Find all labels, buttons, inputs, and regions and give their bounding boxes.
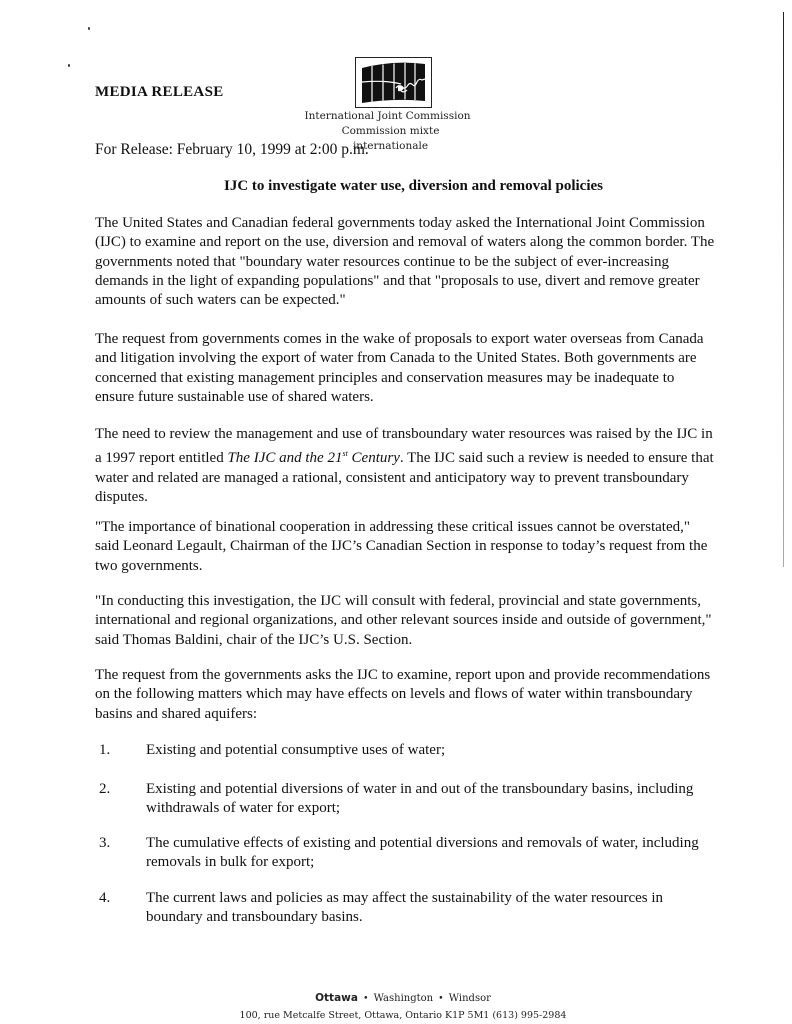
scan-speck	[88, 27, 90, 30]
paragraph-6	[95, 666, 715, 724]
paragraph-text: "In conducting this investigation, the IJC will consult with federal, provincial and state governments, international and regional organizations, and other relevant sources inside and outside of government," said Thomas Baldini, chair of the IJC’s U.S. Section.	[95, 593, 712, 648]
report-title-text: The IJC and the 21	[227, 450, 343, 467]
paragraph-1	[95, 214, 715, 310]
list-item-number: 3.	[99, 835, 111, 851]
paragraph-text: The United States and Canadian federal governments today asked the International Joint Commission (IJC) to examine and report on the use, diversion and removal of waters along the common border. The governments noted that "boundary water resources continue to be the subject of ever-increasing demands in the light of expanding populations" and that "proposals to use, divert and remove greater amounts of such waters can be expected."	[95, 215, 715, 309]
city-washington: Washington	[373, 993, 434, 1004]
bullet-separator-icon: •	[438, 994, 444, 1004]
headline	[0, 178, 792, 195]
list-item-number: 2.	[99, 781, 111, 797]
headline-text: IJC to investigate water use, diversion and removal policies	[223, 178, 603, 194]
report-title-superscript: st	[342, 449, 348, 459]
paragraph-5-quote-baldini	[95, 592, 715, 650]
paragraph-text-before: The need to review the management and use of transboundary water resources was raised by the IJC in a 1997 report entitled	[95, 426, 713, 467]
paragraph-text	[95, 425, 715, 507]
paragraph-text: "The importance of binational cooperation in addressing these critical issues cannot be overstated," said Leonard Legault, Chairman of the IJC’s Canadian Section in response to today’s request from the two governments.	[95, 519, 708, 574]
bullet-separator-icon: •	[363, 994, 369, 1004]
list-item-text: The cumulative effects of existing and potential diversions and removals of water, including removals in bulk for export;	[146, 835, 699, 871]
footer	[0, 992, 792, 1022]
paragraph-text-after: . The IJC said such a review is needed to ensure that water and related are managed a rational, consistent and anticipatory way to prevent transboundary disputes.	[95, 450, 714, 505]
paragraph-text: The request from the governments asks the IJC to examine, report upon and provide recommendations on the following matters which may have effects on levels and flows of water within transboundary basins and shared aquifers:	[95, 667, 711, 722]
report-title-end: Century	[347, 450, 400, 467]
list-item-text: Existing and potential consumptive uses of water;	[146, 742, 446, 758]
footer-address: 100, rue Metcalfe Street, Ottawa, Ontario K1P 5M1 (613) 995-2984	[239, 1010, 567, 1021]
footer-cities	[240, 992, 567, 1006]
organization-name-fr: Commission mixte internationale	[341, 125, 440, 152]
list-item-text: Existing and potential diversions of water in and out of the transboundary basins, including withdrawals of water for export;	[146, 781, 694, 817]
city-ottawa: Ottawa	[315, 992, 358, 1004]
report-title	[227, 450, 399, 466]
paragraph-2	[95, 330, 715, 407]
release-date-line: For Release: February 10, 1999 at 2:00 p.m.	[95, 141, 369, 158]
paragraph-4-quote-legault	[95, 518, 715, 576]
media-release-label: MEDIA RELEASE	[95, 84, 224, 100]
footer-content	[240, 992, 567, 1022]
city-windsor: Windsor	[448, 993, 491, 1004]
list-item-number: 1.	[99, 742, 111, 758]
ijc-map-logo-icon	[355, 57, 432, 108]
scan-speck	[68, 64, 70, 67]
paragraph-3	[95, 425, 715, 507]
paragraph-text: The request from governments comes in the wake of proposals to export water overseas from Canada and litigation involving the export of water from Canada to the United States. Both governments are concerned that existing management principles and conservation measures may be inadequate to ensure future sustainable use of shared waters.	[95, 331, 704, 405]
list-item-number: 4.	[99, 890, 111, 906]
scan-edge-rule	[783, 12, 784, 567]
organization-name-en: International Joint Commission	[304, 110, 471, 122]
list-item-text: The current laws and policies as may affect the sustainability of the water resources in boundary and transboundary basins.	[146, 890, 664, 926]
